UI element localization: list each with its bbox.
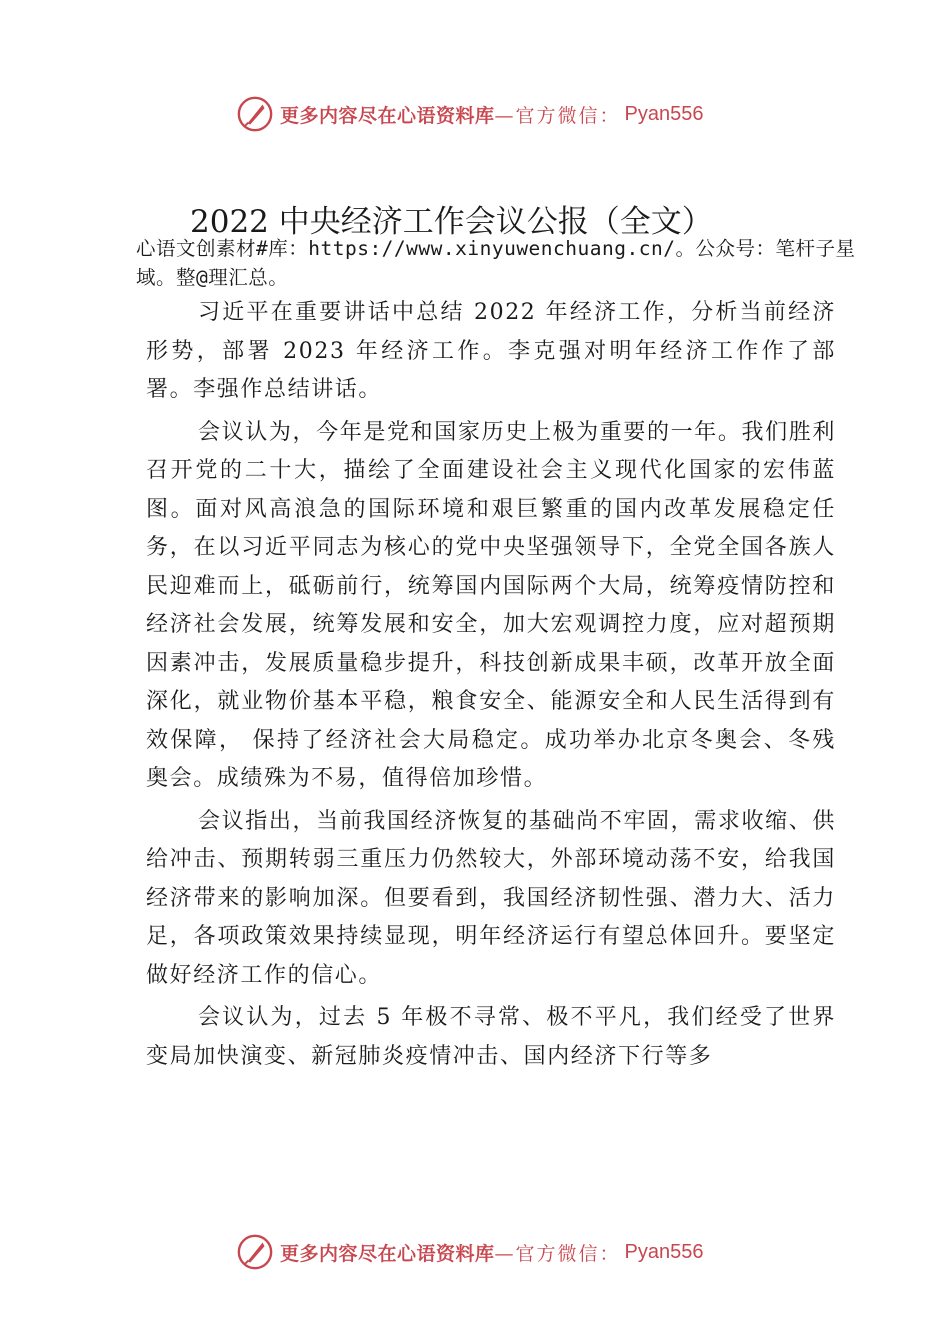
source-note: 心语文创素材#库：https://www.xinyuwenchuang.cn/。公众号：笔杆子星域。整@理汇总。 <box>136 237 856 289</box>
watermark-slogan: 更多内容尽在心语资料库 <box>280 104 495 127</box>
watermark-banner-bottom <box>236 1232 704 1272</box>
body-paragraph-4: 会议认为，过去 5 年极不寻常、极不平凡，我们经受了世界变局加快演变、新冠肺炎疫情冲击、国内经济下行等多 <box>146 1005 836 1069</box>
quill-pen-logo-icon <box>236 95 274 133</box>
watermark-wechat-id: Pyan556 <box>624 1240 704 1263</box>
watermark-official-label: —官方微信： <box>494 104 621 127</box>
watermark-banner-top <box>236 94 704 134</box>
watermark-official-label: —官方微信： <box>494 1242 621 1265</box>
document-title: 2022 中央经济工作会议公报（全文） <box>190 204 713 240</box>
watermark-slogan: 更多内容尽在心语资料库 <box>280 1242 495 1265</box>
document-body <box>146 294 836 1080</box>
body-paragraph-3: 会议指出，当前我国经济恢复的基础尚不牢固，需求收缩、供给冲击、预期转弱三重压力仍然较大，外部环境动荡不安，给我国经济带来的影响加深。但要看到，我国经济韧性强、潜力大、活力足，各项政策效果持续显现，明年经济运行有望总体回升。要坚定做好经济工作的信心。 <box>146 808 836 988</box>
quill-pen-logo-icon <box>236 1233 274 1271</box>
body-paragraph-2: 会议认为，今年是党和国家历史上极为重要的一年。我们胜利召开党的二十大，描绘了全面建设社会主义现代化国家的宏伟蓝图。面对风高浪急的国际环境和艰巨繁重的国内改革发展稳定任务，在以习近平同志为核心的党中央坚强领导下，全党全国各族人民迎难而上，砥砺前行，统筹国内国际两个大局，统筹疫情防控和经济社会发展，统筹发展和安全，加大宏观调控力度，应对超预期因素冲击，发展质量稳步提升，科技创新成果丰硕，改革开放全面深化，就业物价基本平稳，粮食安全、能源安全和人民生活得到有效保障， 保持了经济社会大局稳定。成功举办北京冬奥会、冬残奥会。成绩殊为不易，值得倍加珍惜。 <box>146 419 836 791</box>
watermark-wechat-id: Pyan556 <box>624 102 704 125</box>
body-paragraph-1: 习近平在重要讲话中总结 2022 年经济工作，分析当前经济形势，部署 2023 年经济工作。李克强对明年经济工作作了部署。李强作总结讲话。 <box>146 300 836 402</box>
